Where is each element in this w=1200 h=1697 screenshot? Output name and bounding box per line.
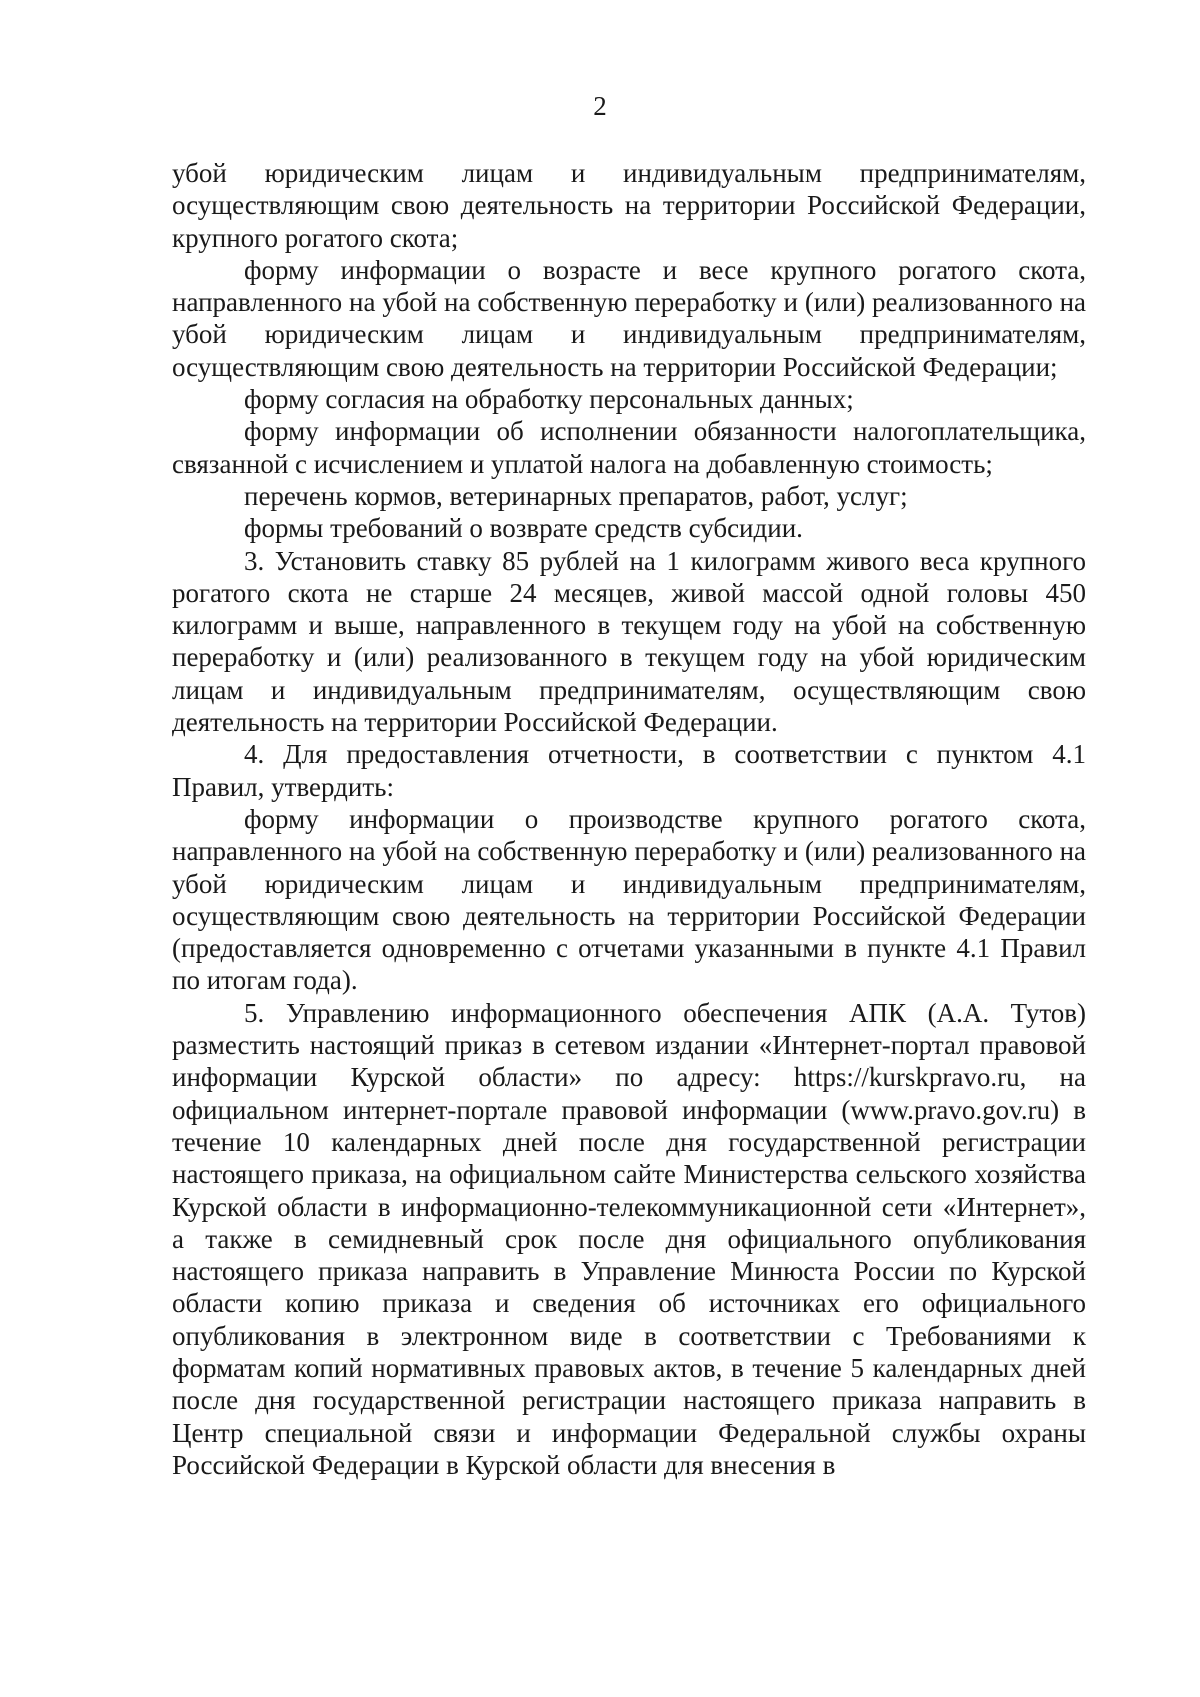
paragraph-3: форму согласия на обработку персональных данных; — [244, 384, 854, 415]
paragraph-1: убой юридическим лицам и индивидуальным предпринимателям, осуществляющим свою деятельность на территории Российской Федерации, крупного рогатого скота; — [172, 158, 1086, 253]
paragraph-10: 5. Управлению информационного обеспечения АПК (А.А. Тутов) разместить настоящий приказ в сетевом издании «Интернет-портал правовой информации Курской области» по адресу: https://kurskpravo.ru, на официальном интернет-портале правовой информации (www.pravo.gov.ru) в течение 10 календарных дней после дня государственной регистрации настоящего приказа, на официальном сайте Министерства сельского хозяйства Курской области в информационно-телекоммуникационной сети «Интернет», а также в семидневный срок после дня официального опубликования настоящего приказа направить в Управление Минюста России по Курской области копию приказа и сведения об источниках его официального опубликования в электронном виде в соответствии с Требованиями к форматам копий нормативных правовых актов, в течение 5 календарных дней после дня государственной регистрации настоящего приказа направить в Центр специальной связи и информации Федеральной службы охраны Российской Федерации в Курской области для внесения в — [172, 997, 1086, 1480]
paragraph-7: 3. Установить ставку 85 рублей на 1 килограмм живого веса крупного рогатого скота не старше 24 месяцев, живой массой одной головы 450 килограмм и выше, направленного в текущем году на убой на собственную переработку и (или) реализованного в текущем году на убой юридическим лицам и индивидуальным предпринимателям, осуществляющим свою деятельность на территории Российской Федерации. — [172, 545, 1086, 738]
paragraph-2: форму информации о возрасте и весе крупного рогатого скота, направленного на убой на собственную переработку и (или) реализованного на убой юридическим лицам и индивидуальным предпринимателям, осуществляющим свою деятельность на территории Российской Федерации; — [172, 254, 1086, 382]
paragraph-4: форму информации об исполнении обязанности налогоплательщика, связанной с исчислением и уплатой налога на добавленную стоимость; — [172, 416, 1086, 479]
paragraph-6: формы требований о возврате средств субсидии. — [244, 513, 803, 544]
document-body — [172, 157, 1086, 1481]
paragraph-8: 4. Для предоставления отчетности, в соответствии с пунктом 4.1 Правил, утвердить: — [172, 739, 1086, 802]
page-number: 2 — [593, 91, 607, 121]
paragraph-9: форму информации о производстве крупного рогатого скота, направленного на убой на собственную переработку и (или) реализованного на убой юридическим лицам и индивидуальным предпринимателям, осуществляющим свою деятельность на территории Российской Федерации (предоставляется одновременно с отчетами указанными в пункте 4.1 Правил по итогам года). — [172, 803, 1086, 996]
paragraph-5: перечень кормов, ветеринарных препаратов, работ, услуг; — [244, 480, 908, 511]
